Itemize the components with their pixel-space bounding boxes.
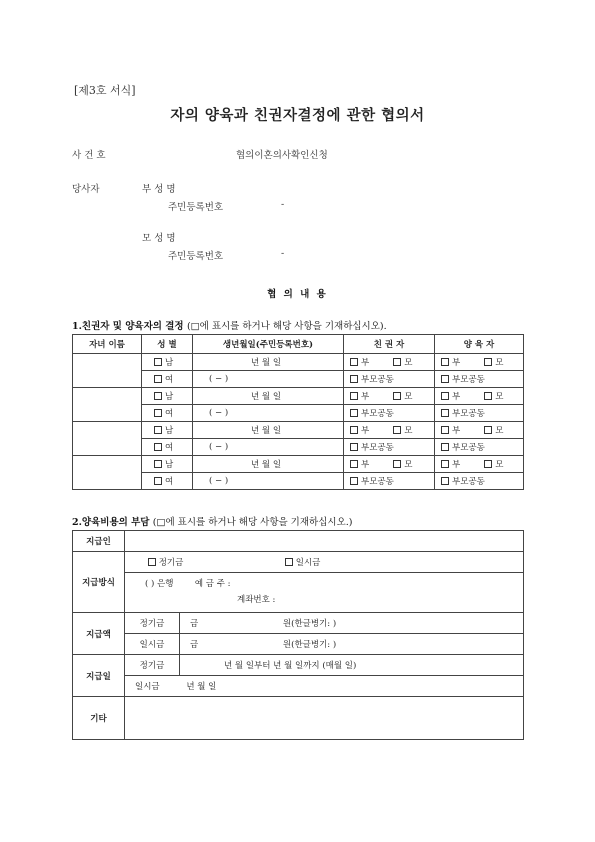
table-row xyxy=(73,388,524,405)
document-title: 자의 양육과 친권자결정에 관한 협의서 xyxy=(170,107,425,124)
custodian-parent-options[interactable]: 부 모 xyxy=(344,388,435,405)
checkbox-icon[interactable] xyxy=(154,409,162,417)
table-row xyxy=(73,655,524,676)
caregiver-joint-option[interactable]: 부모공동 xyxy=(435,439,524,456)
child-name-cell[interactable] xyxy=(73,354,142,388)
amount-lump-field[interactable]: 금 원(한글병기: ) xyxy=(180,634,524,655)
case-label: 사 건 호 xyxy=(72,150,106,161)
father-name-label: 부 성 명 xyxy=(142,184,176,195)
amount-lump-label: 일시금 xyxy=(125,634,180,655)
checkbox-icon[interactable] xyxy=(350,375,358,383)
amount-regular-label: 정기금 xyxy=(125,613,180,634)
case-value: 협의이혼의사확인신청 xyxy=(236,150,328,161)
checkbox-icon[interactable] xyxy=(350,426,358,434)
method-options xyxy=(125,552,524,573)
bank-info xyxy=(125,573,524,613)
caregiver-parent-options[interactable]: 부 모 xyxy=(435,388,524,405)
checkbox-icon[interactable] xyxy=(441,392,449,400)
depositor-field[interactable]: 예 금 주 : xyxy=(194,579,231,589)
child-name-cell[interactable] xyxy=(73,422,142,456)
gender-female-option[interactable]: 여 xyxy=(142,473,193,490)
checkbox-icon[interactable] xyxy=(154,477,162,485)
table-row xyxy=(73,354,524,371)
section2-title: 2.양육비용의 부담 xyxy=(72,517,150,528)
checkbox-icon[interactable] xyxy=(350,409,358,417)
pay-date-regular-field[interactable]: 년 월 일부터 년 월 일까지 (매월 일) xyxy=(180,655,524,676)
table-row xyxy=(73,634,524,655)
caregiver-joint-option[interactable]: 부모공동 xyxy=(435,405,524,422)
bank-field[interactable]: ( ) 은행 xyxy=(145,579,174,589)
checkbox-icon[interactable] xyxy=(154,460,162,468)
mother-id-label: 주민등록번호 xyxy=(168,251,224,262)
birth-date[interactable]: 년 월 일 xyxy=(193,354,344,371)
pay-date-regular-label: 정기금 xyxy=(125,655,180,676)
caregiver-joint-option[interactable]: 부모공동 xyxy=(435,371,524,388)
checkbox-icon[interactable] xyxy=(484,392,492,400)
custody-table xyxy=(72,334,524,490)
lump-checkbox-icon[interactable] xyxy=(285,558,293,566)
party-label: 당사자 xyxy=(72,184,100,195)
checkbox-icon[interactable] xyxy=(441,460,449,468)
table-row xyxy=(73,573,524,613)
table-row xyxy=(73,456,524,473)
child-name-cell[interactable] xyxy=(73,388,142,422)
custodian-parent-options[interactable]: 부 모 xyxy=(344,422,435,439)
content-heading: 협 의 내 용 xyxy=(267,289,328,300)
checkbox-icon[interactable] xyxy=(350,392,358,400)
gender-male-option[interactable]: 남 xyxy=(142,422,193,439)
table-row xyxy=(73,697,524,740)
checkbox-icon[interactable] xyxy=(441,443,449,451)
section1-title: 1.친권자 및 양육자의 결정 xyxy=(72,321,184,332)
custodian-joint-option[interactable]: 부모공동 xyxy=(344,439,435,456)
checkbox-icon[interactable] xyxy=(350,460,358,468)
col-custodian: 친 권 자 xyxy=(344,335,435,354)
regular-checkbox-icon[interactable] xyxy=(148,558,156,566)
custody-table-header xyxy=(73,335,524,354)
section1-heading xyxy=(72,318,387,332)
child-name-cell[interactable] xyxy=(73,456,142,490)
checkbox-icon[interactable] xyxy=(441,477,449,485)
custodian-parent-options[interactable]: 부 모 xyxy=(344,456,435,473)
pay-date-lump-row xyxy=(125,676,524,697)
checkbox-icon[interactable] xyxy=(441,375,449,383)
custodian-joint-option[interactable]: 부모공동 xyxy=(344,473,435,490)
table-row xyxy=(73,552,524,573)
gender-male-option[interactable]: 남 xyxy=(142,456,193,473)
lump-option-label: 일시금 xyxy=(295,558,321,568)
checkbox-icon[interactable] xyxy=(154,375,162,383)
caregiver-parent-options[interactable]: 부 모 xyxy=(435,456,524,473)
amount-regular-field[interactable]: 금 원(한글병기: ) xyxy=(180,613,524,634)
caregiver-parent-options[interactable]: 부 모 xyxy=(435,422,524,439)
col-caregiver: 양 육 자 xyxy=(435,335,524,354)
checkbox-icon[interactable] xyxy=(154,426,162,434)
custodian-joint-option[interactable]: 부모공동 xyxy=(344,371,435,388)
checkbox-icon[interactable] xyxy=(154,443,162,451)
col-birthdate: 생년월일(주민등록번호) xyxy=(193,335,344,354)
childcare-cost-table xyxy=(72,530,524,740)
gender-female-option[interactable]: 여 xyxy=(142,439,193,456)
checkbox-icon[interactable] xyxy=(393,426,401,434)
col-child-name: 자녀 이름 xyxy=(73,335,142,354)
table-row xyxy=(73,613,524,634)
custodian-parent-options[interactable]: 부 모 xyxy=(344,354,435,371)
pay-date-lump-label: 일시금 xyxy=(135,682,160,692)
form-number: [제3호 서식] xyxy=(74,84,136,97)
gender-male-option[interactable]: 남 xyxy=(142,354,193,371)
custodian-joint-option[interactable]: 부모공동 xyxy=(344,405,435,422)
table-row xyxy=(73,422,524,439)
father-id-dash: - xyxy=(281,199,285,210)
pay-date-label: 지급일 xyxy=(73,655,125,697)
resident-id[interactable]: ( − ) xyxy=(193,473,344,490)
birth-date[interactable]: 년 월 일 xyxy=(193,388,344,405)
section1-note: (□에 표시를 하거나 해당 사항을 기재하십시오). xyxy=(186,321,387,332)
other-label: 기타 xyxy=(73,697,125,740)
gender-female-option[interactable]: 여 xyxy=(142,405,193,422)
checkbox-icon[interactable] xyxy=(393,358,401,366)
section2-note: (□에 표시를 하거나 해당 사항을 기재하십시오.) xyxy=(152,517,353,528)
checkbox-icon[interactable] xyxy=(350,477,358,485)
gender-female-option[interactable]: 여 xyxy=(142,371,193,388)
father-id-label: 주민등록번호 xyxy=(168,202,224,213)
col-gender: 성 별 xyxy=(142,335,193,354)
table-row xyxy=(73,531,524,552)
checkbox-icon[interactable] xyxy=(484,358,492,366)
checkbox-icon[interactable] xyxy=(393,460,401,468)
resident-id[interactable]: ( − ) xyxy=(193,439,344,456)
checkbox-icon[interactable] xyxy=(350,443,358,451)
checkbox-icon[interactable] xyxy=(484,426,492,434)
checkbox-icon[interactable] xyxy=(441,426,449,434)
table-row xyxy=(73,676,524,697)
checkbox-icon[interactable] xyxy=(154,392,162,400)
checkbox-icon[interactable] xyxy=(393,392,401,400)
mother-id-dash: - xyxy=(281,248,285,259)
caregiver-joint-option[interactable]: 부모공동 xyxy=(435,473,524,490)
other-field[interactable] xyxy=(125,697,524,740)
checkbox-icon[interactable] xyxy=(154,358,162,366)
checkbox-icon[interactable] xyxy=(350,358,358,366)
account-field[interactable]: 계좌번호 : xyxy=(237,595,276,605)
payer-label: 지급인 xyxy=(73,531,125,552)
birth-date[interactable]: 년 월 일 xyxy=(193,422,344,439)
checkbox-icon[interactable] xyxy=(441,358,449,366)
birth-date[interactable]: 년 월 일 xyxy=(193,456,344,473)
resident-id[interactable]: ( − ) xyxy=(193,371,344,388)
amount-label: 지급액 xyxy=(73,613,125,655)
pay-date-lump-field[interactable]: 년 월 일 xyxy=(186,682,217,692)
caregiver-parent-options[interactable]: 부 모 xyxy=(435,354,524,371)
checkbox-icon[interactable] xyxy=(441,409,449,417)
resident-id[interactable]: ( − ) xyxy=(193,405,344,422)
regular-option-label: 정기금 xyxy=(158,558,184,568)
method-label: 지급방식 xyxy=(73,552,125,613)
mother-name-label: 모 성 명 xyxy=(142,233,176,244)
checkbox-icon[interactable] xyxy=(484,460,492,468)
payer-field[interactable] xyxy=(125,531,524,552)
section2-heading xyxy=(72,514,352,528)
gender-male-option[interactable]: 남 xyxy=(142,388,193,405)
